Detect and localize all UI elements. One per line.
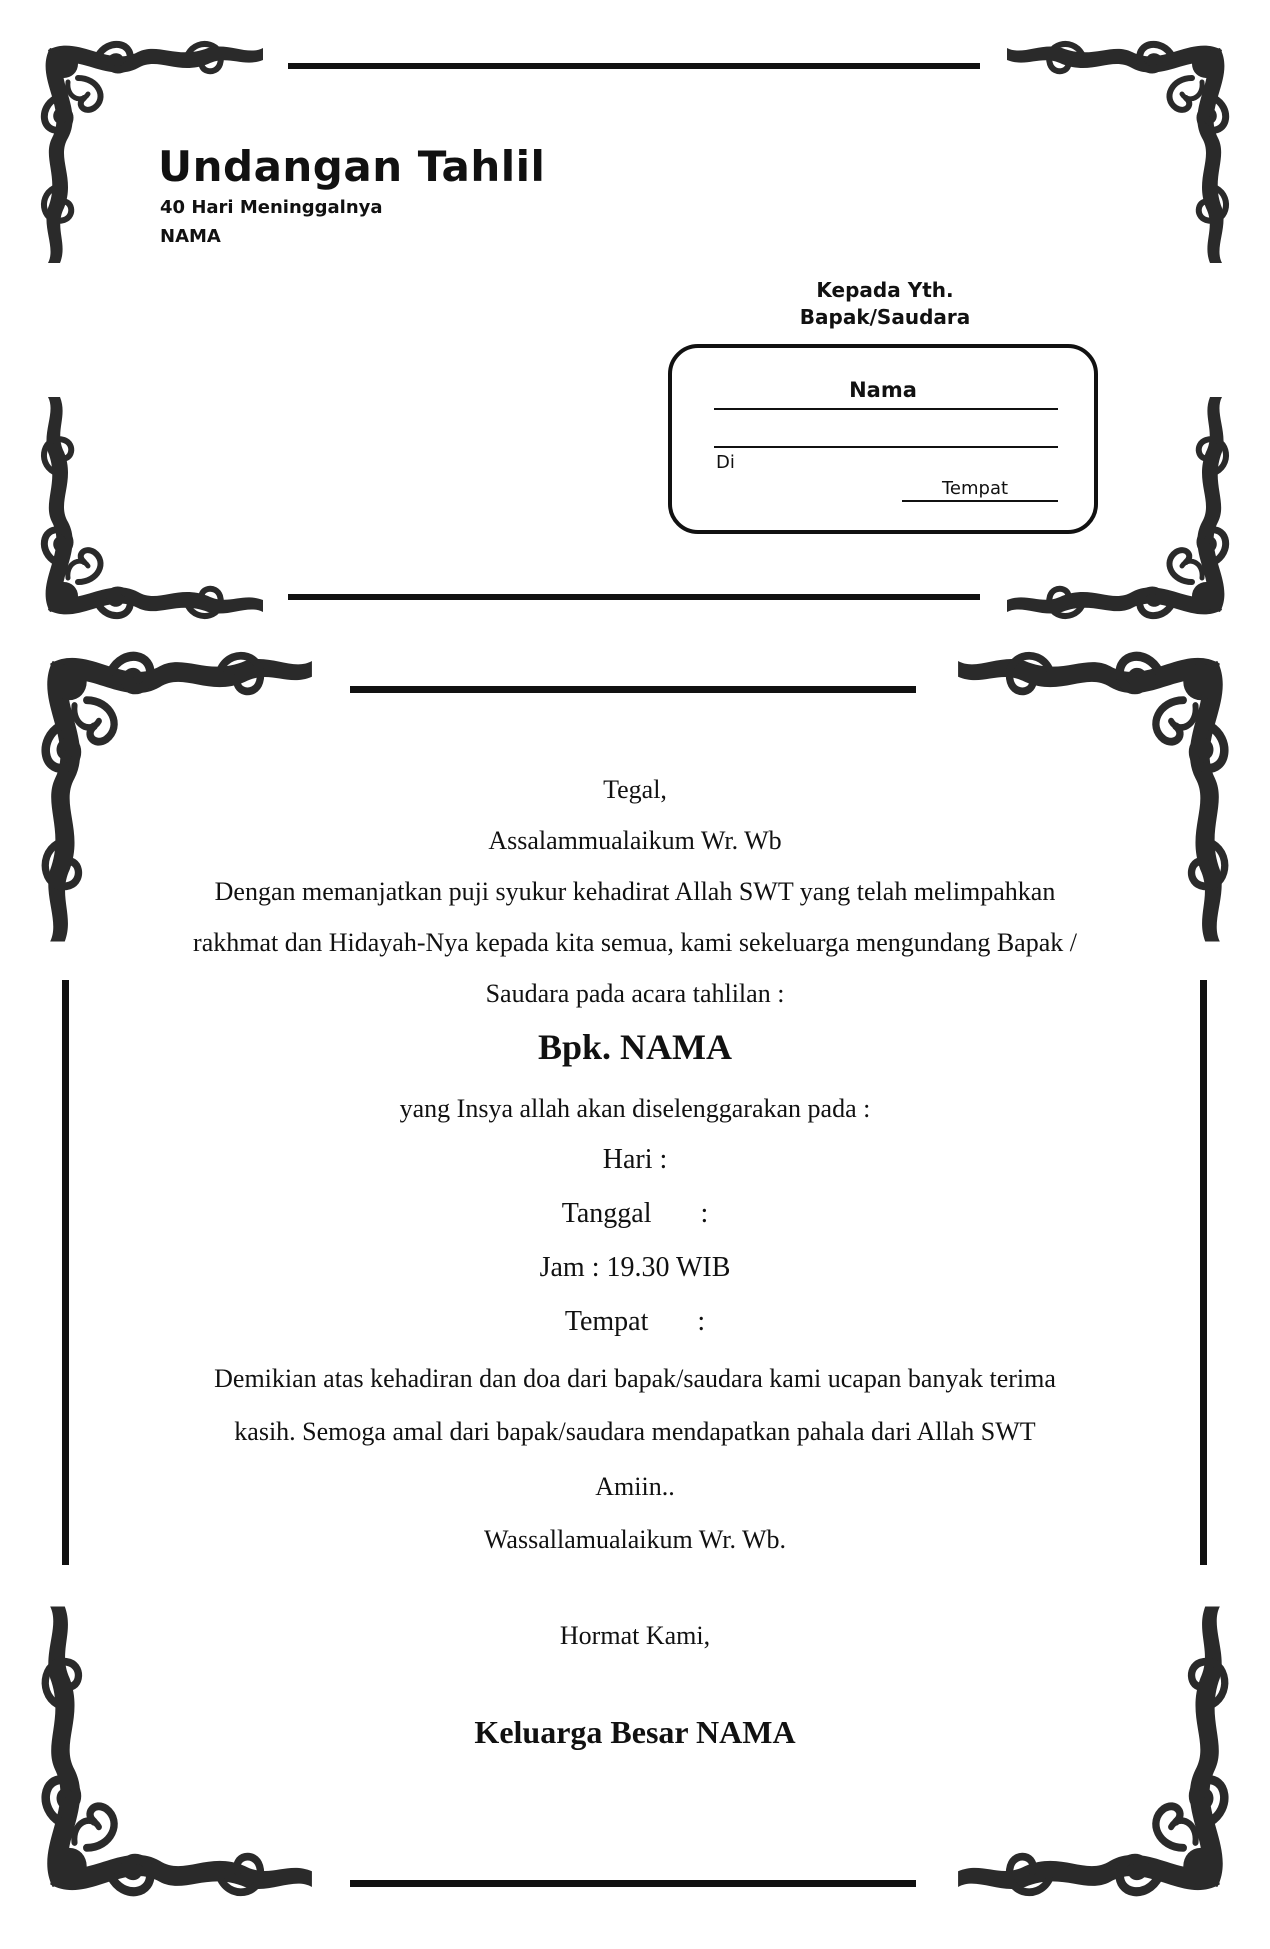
invitation-subtitle: 40 Hari Meninggalnya [160, 197, 383, 218]
invitation-title: Undangan Tahlil [158, 142, 546, 191]
deceased-name-header: NAMA [160, 226, 221, 247]
opening-greeting: Assalammualaikum Wr. Wb [488, 826, 782, 855]
day-field: Hari : [602, 1144, 668, 1175]
regards-line: Hormat Kami, [559, 1621, 711, 1650]
envelope-bottom-line [288, 594, 980, 600]
ornament-top-right [1002, 38, 1232, 268]
amen-line: Amiin.. [595, 1472, 675, 1501]
family-signature: Keluarga Besar NAMA [474, 1714, 796, 1750]
recipient-name-label: Nama [849, 378, 917, 402]
di-label: Di [716, 452, 735, 473]
letter-top-line [350, 686, 916, 693]
time-field: Jam : 19.30 WIB [539, 1252, 731, 1283]
place-label: Tempat [942, 478, 1009, 499]
closing-line-2: kasih. Semoga amal dari bapak/saudara mendapatkan pahala dari Allah SWT [234, 1417, 1036, 1446]
held-on-line: yang Insya allah akan diselenggarakan pada : [399, 1094, 871, 1123]
intro-line-2: rakhmat dan Hidayah-Nya kepada kita semua, kami sekeluarga mengundang Bapak / [193, 928, 1077, 957]
city-date: Tegal, [603, 775, 667, 804]
place-underline [902, 500, 1058, 502]
ornament-mid-left [38, 392, 268, 622]
closing-line-1: Demikian atas kehadiran dan doa dari bapak/saudara kami ucapan banyak terima [214, 1364, 1056, 1393]
recipient-heading: Kepada Yth. [816, 278, 954, 302]
address-underline [714, 446, 1058, 448]
place-field: Tempat : [564, 1306, 706, 1337]
letter-bottom-line [350, 1880, 916, 1887]
recipient-salutation: Bapak/Saudara [799, 305, 971, 329]
top-divider-line [288, 63, 980, 69]
address-box [668, 344, 1098, 534]
intro-line-1: Dengan memanjatkan puji syukur kehadirat Allah SWT yang telah melimpahkan [214, 877, 1056, 906]
letter-left-line [62, 980, 69, 1565]
farewell-greeting: Wassallamualaikum Wr. Wb. [483, 1525, 787, 1554]
name-underline [714, 408, 1058, 410]
deceased-name: Bpk. NAMA [537, 1027, 733, 1067]
intro-line-3: Saudara pada acara tahlilan : [485, 979, 785, 1008]
date-field: Tanggal : [561, 1198, 709, 1229]
letter-right-line [1200, 980, 1207, 1565]
